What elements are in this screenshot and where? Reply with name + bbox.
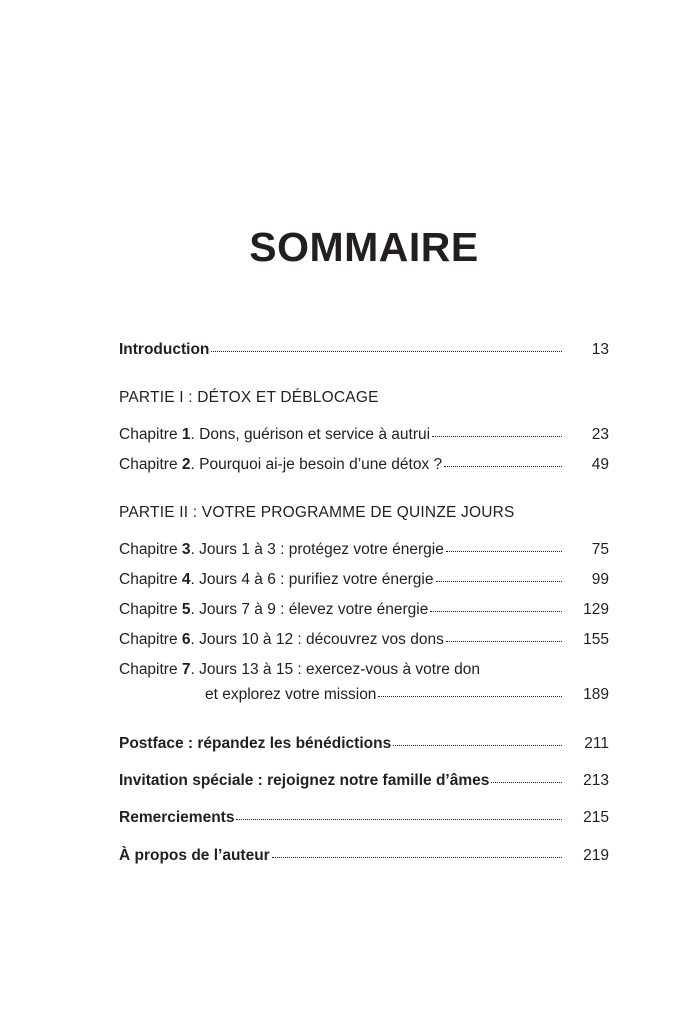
toc-entry-page: 23: [591, 426, 609, 443]
toc-entry-page: 213: [583, 772, 609, 789]
dot-leader: [236, 807, 562, 820]
toc-entry-chapter-2: [119, 454, 609, 476]
toc-entry-label: Remerciements: [119, 809, 235, 826]
dot-leader: [393, 733, 562, 746]
toc-entry-invitation: [119, 770, 609, 792]
toc-entry-label: Chapitre 4. Jours 4 à 6 : purifiez votre énergie: [119, 571, 434, 588]
toc-entry-label: Chapitre 1. Dons, guérison et service à autrui: [119, 426, 431, 443]
toc-entry-auteur: [119, 845, 609, 867]
part-heading-2: PARTIE II : VOTRE PROGRAMME DE QUINZE JOURS: [119, 504, 515, 521]
toc-entry-chapter-6: [119, 629, 609, 651]
toc-entry-page: 13: [591, 341, 609, 358]
toc-entry-chapter-7: [119, 659, 609, 681]
toc-entry-label: Invitation spéciale : rejoignez notre famille d’âmes: [119, 772, 490, 789]
toc-entry-chapter-3: [119, 539, 609, 561]
dot-leader: [444, 454, 562, 467]
toc-entry-page: 129: [583, 601, 609, 618]
toc-entry-page: 189: [583, 686, 609, 703]
dot-leader: [430, 599, 562, 612]
toc-entry-chapter-7-continued: [205, 684, 609, 706]
toc-entry-page: 99: [591, 571, 609, 588]
dot-leader: [432, 424, 562, 437]
page-title: SOMMAIRE: [249, 224, 479, 270]
toc-entry-page: 219: [583, 847, 609, 864]
toc-entry-label: Chapitre 5. Jours 7 à 9 : élevez votre énergie: [119, 601, 429, 618]
toc-entry-chapter-5: [119, 599, 609, 621]
toc-entry-label: À propos de l’auteur: [119, 847, 270, 864]
toc-entry-introduction: [119, 339, 609, 361]
dot-leader: [446, 539, 562, 552]
toc-entry-label: Chapitre 7. Jours 13 à 15 : exercez-vous à votre don: [119, 661, 481, 678]
toc-entry-remerciements: [119, 807, 609, 829]
toc-entry-page: 155: [583, 631, 609, 648]
toc-entry-page: 49: [591, 456, 609, 473]
part-heading-1: PARTIE I : DÉTOX ET DÉBLOCAGE: [119, 389, 379, 406]
toc-entry-label: Introduction: [119, 341, 210, 358]
dot-leader: [491, 770, 562, 783]
toc-entry-label: Chapitre 2. Pourquoi ai-je besoin d’une détox ?: [119, 456, 443, 473]
toc-entry-label: Chapitre 3. Jours 1 à 3 : protégez votre énergie: [119, 541, 444, 558]
toc-entry-page: 211: [584, 735, 609, 752]
dot-leader: [378, 684, 562, 697]
dot-leader: [436, 569, 563, 582]
toc-entry-postface: [119, 733, 609, 755]
toc-entry-label: et explorez votre mission: [205, 686, 377, 703]
toc-entry-label: Chapitre 6. Jours 10 à 12 : découvrez vos dons: [119, 631, 444, 648]
toc-entry-label: Postface : répandez les bénédictions: [119, 735, 392, 752]
dot-leader: [446, 629, 562, 642]
toc-entry-page: 215: [583, 809, 609, 826]
toc-entry-page: 75: [591, 541, 609, 558]
dot-leader: [272, 845, 562, 858]
toc-entry-chapter-1: [119, 424, 609, 446]
toc-entry-chapter-4: [119, 569, 609, 591]
dot-leader: [211, 339, 562, 352]
